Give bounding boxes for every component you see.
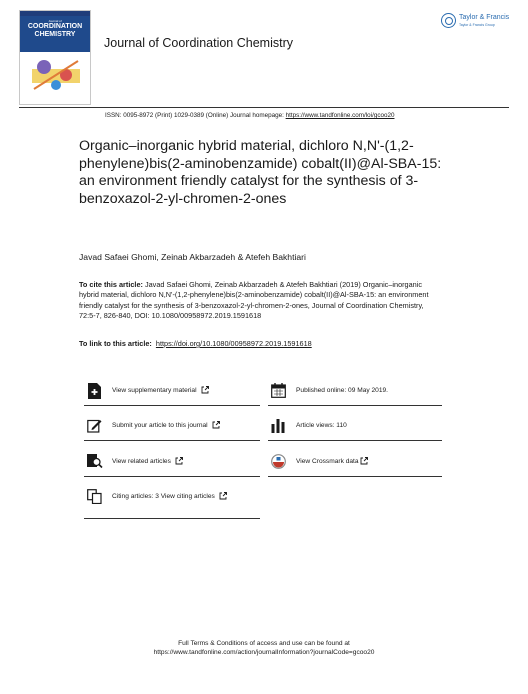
- article-link-line: [79, 339, 312, 348]
- cover-title-line-1: COORDINATION: [27, 23, 83, 30]
- header-divider: [19, 107, 509, 108]
- submit-article-link[interactable]: [86, 417, 220, 434]
- journal-cover-image: [19, 10, 91, 105]
- crossmark-label: View Crossmark data: [296, 458, 359, 465]
- supplementary-label: View supplementary material: [112, 387, 197, 394]
- cover-title-line-2: CHEMISTRY: [34, 31, 76, 38]
- external-link-icon: [175, 457, 183, 467]
- crossmark-icon: [270, 453, 287, 470]
- divider: [268, 476, 442, 477]
- copy-documents-icon: [86, 488, 103, 505]
- calendar-icon: [270, 382, 287, 399]
- external-link-icon: [212, 421, 220, 431]
- article-title: Organic–inorganic hybrid material, dichloro N,N'-(1,2-phenylene)bis(2-aminobenzamide) cobalt(II)@Al-SBA-15: an environment friendly catalyst for the synthesis of 3-benzoxazol-2-yl-chromen-2-ones: [79, 138, 442, 207]
- related-articles-link[interactable]: [86, 453, 183, 470]
- external-link-icon: [201, 386, 209, 396]
- footer-line-1: Full Terms & Conditions of access and use can be found at: [178, 640, 350, 647]
- add-file-icon: [86, 382, 103, 399]
- supplementary-material-link[interactable]: [86, 382, 209, 399]
- cover-illustration: [30, 55, 82, 93]
- publisher-name: Taylor & Francis: [459, 14, 510, 21]
- views-label: Article views: 110: [296, 422, 347, 429]
- external-link-icon: [219, 492, 227, 502]
- crossmark-link[interactable]: [270, 453, 368, 470]
- journal-title[interactable]: Journal of Coordination Chemistry: [104, 36, 293, 50]
- related-label: View related articles: [112, 458, 171, 465]
- divider: [84, 405, 260, 406]
- publisher-logo-icon: [441, 13, 456, 28]
- divider: [84, 518, 260, 519]
- cover-title-band: [20, 16, 90, 52]
- article-doi-link[interactable]: https://doi.org/10.1080/00958972.2019.1591618: [155, 339, 312, 348]
- edit-icon: [86, 417, 103, 434]
- submit-label: Submit your article to this journal: [112, 422, 208, 429]
- citation-doi: 10.1080/00958972.2019.1591618: [151, 311, 262, 321]
- divider: [268, 440, 442, 441]
- citation-text: Javad Safaei Ghomi, Zeinab Akbarzadeh & Atefeh Bakhtiari (2019) Organic–inorganic hybrid material, dichloro N,N'-(1,2-phenylene)bis(2-aminobenzamide) cobalt(II)@Al-SBA-15: an environment friendly catalyst for the synthesis of 3-benzoxazol-2-yl-chromen-2-ones, Journal of Coordination Chemistry, 72:5-7, 826-840, DOI:: [79, 280, 429, 321]
- article-views-info: [270, 417, 347, 434]
- issn-text: ISSN: 0095-8972 (Print) 1029-0389 (Online) Journal homepage:: [105, 112, 284, 119]
- citation-label: To cite this article:: [79, 280, 143, 289]
- divider: [84, 440, 260, 441]
- footer-terms-link[interactable]: https://www.tandfonline.com/action/journalInformation?journalCode=gcoo20: [153, 649, 375, 657]
- divider: [84, 476, 260, 477]
- divider: [268, 405, 442, 406]
- citing-label: Citing articles: 3 View citing articles: [112, 493, 215, 500]
- external-link-icon: [360, 457, 368, 467]
- authors: Javad Safaei Ghomi, Zeinab Akbarzadeh & Atefeh Bakhtiari: [79, 252, 306, 262]
- published-label: Published online: 09 May 2019.: [296, 387, 389, 394]
- link-label: To link to this article:: [79, 339, 152, 348]
- search-document-icon: [86, 453, 103, 470]
- footer: [0, 639, 528, 658]
- publisher-sub: Taylor & Francis Group: [459, 23, 495, 27]
- publisher-logo[interactable]: [441, 12, 515, 34]
- cover-small-text: Journal of: [48, 19, 62, 23]
- bar-chart-icon: [270, 417, 287, 434]
- journal-homepage-link[interactable]: https://www.tandfonline.com/loi/gcoo20: [285, 112, 395, 119]
- citing-articles-link[interactable]: [86, 488, 227, 505]
- citation-block: [79, 280, 439, 322]
- issn-line: [105, 112, 394, 119]
- published-online-info: [270, 382, 388, 399]
